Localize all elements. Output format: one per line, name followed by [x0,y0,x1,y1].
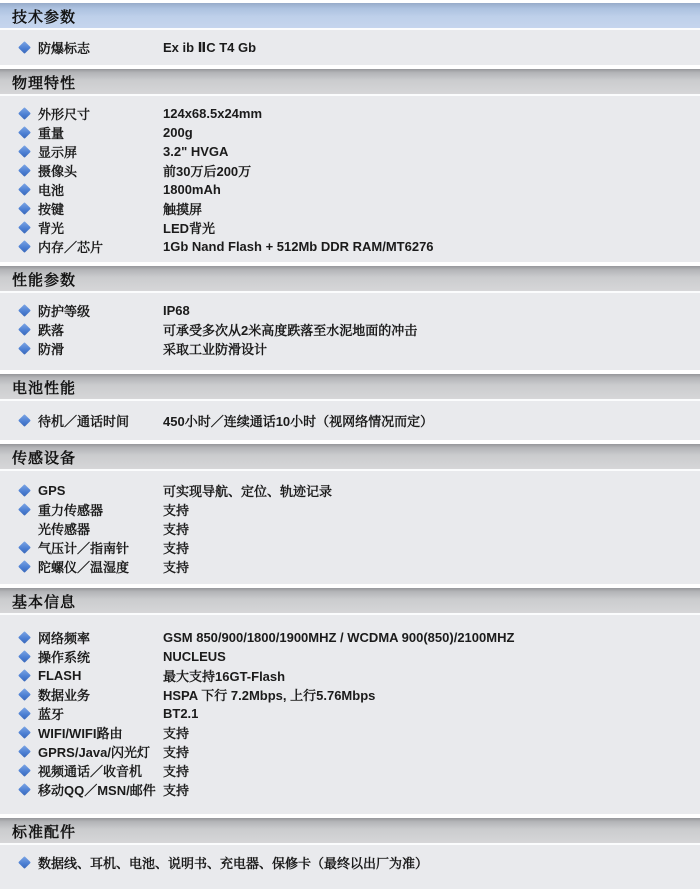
spec-label: 重力传感器 [38,503,104,518]
diamond-bullet-icon [18,240,31,253]
spec-row [0,742,700,761]
spec-row [0,218,700,237]
spec-row [0,123,700,142]
spec-row [0,411,700,430]
section-body [0,615,700,814]
bullet-box [0,344,38,353]
spec-row [0,780,700,799]
bullet-box [0,223,38,232]
bullet-box [0,562,38,571]
bullet-box [0,543,38,552]
bullet-box [0,633,38,642]
spec-section [0,3,700,65]
spec-label: 内存／芯片 [38,240,104,255]
bullet-box [0,766,38,775]
spec-label: 气压计／指南针 [38,541,130,556]
spec-section [0,588,700,814]
section-header [0,588,700,615]
spec-label: 数据业务 [38,688,91,703]
section-header [0,3,700,30]
diamond-bullet-icon [18,145,31,158]
diamond-bullet-icon [18,414,31,427]
spec-row [0,180,700,199]
diamond-bullet-icon [18,541,31,554]
diamond-bullet-icon [18,560,31,573]
bullet-box [0,505,38,514]
spec-row [0,628,700,647]
diamond-bullet-icon [18,503,31,516]
spec-row [0,761,700,780]
bullet-box [0,147,38,156]
section-header [0,818,700,845]
diamond-bullet-icon [18,164,31,177]
spec-value: 1800mAh [163,182,221,197]
spec-label: 数据线、耳机、电池、说明书、充电器、保修卡（最终以出厂为准） [38,856,429,871]
spec-row [0,237,700,256]
bullet-box [0,671,38,680]
spec-value: 124x68.5x24mm [163,106,263,121]
section-title: 标准配件 [12,824,77,841]
spec-row [0,685,700,704]
section-title: 物理特性 [12,75,77,92]
spec-value: 支持 [163,541,190,556]
spec-value: 可承受多次从2米高度跌落至水泥地面的冲击 [163,323,418,338]
bullet-box [0,242,38,251]
bullet-box [0,486,38,495]
spec-value: 触摸屏 [163,202,203,217]
diamond-bullet-icon [18,688,31,701]
spec-label: 防护等级 [38,304,91,319]
bullet-box [0,109,38,118]
spec-section [0,69,700,262]
spec-value: 支持 [163,745,190,760]
section-body [0,471,700,584]
spec-label: 电池 [38,183,65,198]
spec-label: GPRS/Java/闪光灯 [38,745,150,760]
section-title: 基本信息 [12,594,77,611]
bullet-box [0,166,38,175]
spec-row [0,320,700,339]
spec-value: 支持 [163,560,190,575]
spec-label: 防爆标志 [38,41,91,56]
spec-value: 3.2" HVGA [163,144,229,159]
bullet-box [0,204,38,213]
spec-label: FLASH [38,668,82,683]
spec-value: 支持 [163,522,190,537]
spec-section [0,444,700,584]
section-title: 电池性能 [12,380,77,397]
spec-row [0,142,700,161]
bullet-box [0,747,38,756]
spec-label: 视频通话／收音机 [38,764,143,779]
spec-value: IP68 [163,303,190,318]
spec-row [0,104,700,123]
spec-label: GPS [38,483,66,498]
bullet-box [0,858,38,867]
spec-row [0,301,700,320]
spec-value: 支持 [163,726,190,741]
bullet-box [0,306,38,315]
section-title: 性能参数 [12,272,77,289]
spec-value: 最大支持16GT-Flash [163,669,286,684]
diamond-bullet-icon [18,650,31,663]
spec-label: 跌落 [38,323,65,338]
spec-label: 操作系统 [38,650,91,665]
spec-label: 重量 [38,126,65,141]
spec-value: 支持 [163,503,190,518]
diamond-bullet-icon [18,764,31,777]
spec-value: LED背光 [163,221,216,236]
section-header [0,266,700,293]
spec-label: 光传感器 [38,522,91,537]
diamond-bullet-icon [18,342,31,355]
spec-row [0,199,700,218]
diamond-bullet-icon [18,126,31,139]
spec-value: HSPA 下行 7.2Mbps, 上行5.76Mbps [163,688,376,703]
section-title: 技术参数 [12,9,77,26]
bullet-box [0,709,38,718]
bullet-box [0,185,38,194]
spec-label: 陀螺仪／温湿度 [38,560,130,575]
spec-row [0,704,700,723]
spec-section [0,266,700,370]
spec-label: 显示屏 [38,145,78,160]
spec-label: 蓝牙 [38,707,65,722]
section-body [0,96,700,262]
spec-label: 摄像头 [38,164,78,179]
spec-label: 移动QQ／MSN/邮件 [38,783,156,798]
bullet-box [0,785,38,794]
spec-label: WIFI/WIFI路由 [38,726,123,741]
spec-value: 支持 [163,783,190,798]
section-body [0,401,700,440]
bullet-box [0,325,38,334]
bullet-box [0,43,38,52]
diamond-bullet-icon [18,107,31,120]
diamond-bullet-icon [18,304,31,317]
spec-value: Ex ib ⅡC T4 Gb [163,39,257,55]
section-header [0,374,700,401]
section-header [0,69,700,96]
spec-row [0,38,700,57]
spec-row [0,557,700,576]
diamond-bullet-icon [18,323,31,336]
section-body [0,845,700,889]
spec-label: 防滑 [38,342,65,357]
spec-value: BT2.1 [163,706,199,721]
section-body [0,293,700,370]
diamond-bullet-icon [18,202,31,215]
spec-value: 1Gb Nand Flash + 512Mb DDR RAM/MT6276 [163,239,434,254]
bullet-box [0,416,38,425]
diamond-bullet-icon [18,41,31,54]
spec-row [0,161,700,180]
spec-label: 网络频率 [38,631,91,646]
spec-value: 450小时／连续通话10小时（视网络情况而定） [163,414,434,429]
spec-row [0,500,700,519]
diamond-bullet-icon [18,783,31,796]
spec-row [0,666,700,685]
spec-row [0,519,700,538]
bullet-box [0,690,38,699]
diamond-bullet-icon [18,726,31,739]
spec-label: 外形尺寸 [38,107,91,122]
bullet-box [0,128,38,137]
spec-label: 待机／通话时间 [38,414,130,429]
diamond-bullet-icon [18,484,31,497]
section-body [0,30,700,65]
spec-value: GSM 850/900/1800/1900MHZ / WCDMA 900(850)/2100MHZ [163,630,515,645]
spec-section [0,818,700,889]
diamond-bullet-icon [18,745,31,758]
diamond-bullet-icon [18,183,31,196]
spec-row [0,538,700,557]
diamond-bullet-icon [18,856,31,869]
spec-row [0,647,700,666]
diamond-bullet-icon [18,221,31,234]
spec-row [0,853,700,872]
spec-label: 按键 [38,202,65,217]
spec-row [0,723,700,742]
spec-value: NUCLEUS [163,649,226,664]
spec-label: 背光 [38,221,65,236]
spec-value: 支持 [163,764,190,779]
diamond-bullet-icon [18,669,31,682]
bullet-box [0,728,38,737]
diamond-bullet-icon [18,707,31,720]
spec-row [0,481,700,500]
spec-section [0,374,700,440]
spec-value: 可实现导航、定位、轨迹记录 [163,484,333,499]
section-title: 传感设备 [12,450,77,467]
spec-value: 200g [163,125,193,140]
spec-value: 前30万后200万 [163,164,252,179]
bullet-box [0,652,38,661]
diamond-bullet-icon [18,631,31,644]
spec-value: 采取工业防滑设计 [163,342,268,357]
bullet-box [0,524,38,533]
spec-row [0,339,700,358]
section-header [0,444,700,471]
